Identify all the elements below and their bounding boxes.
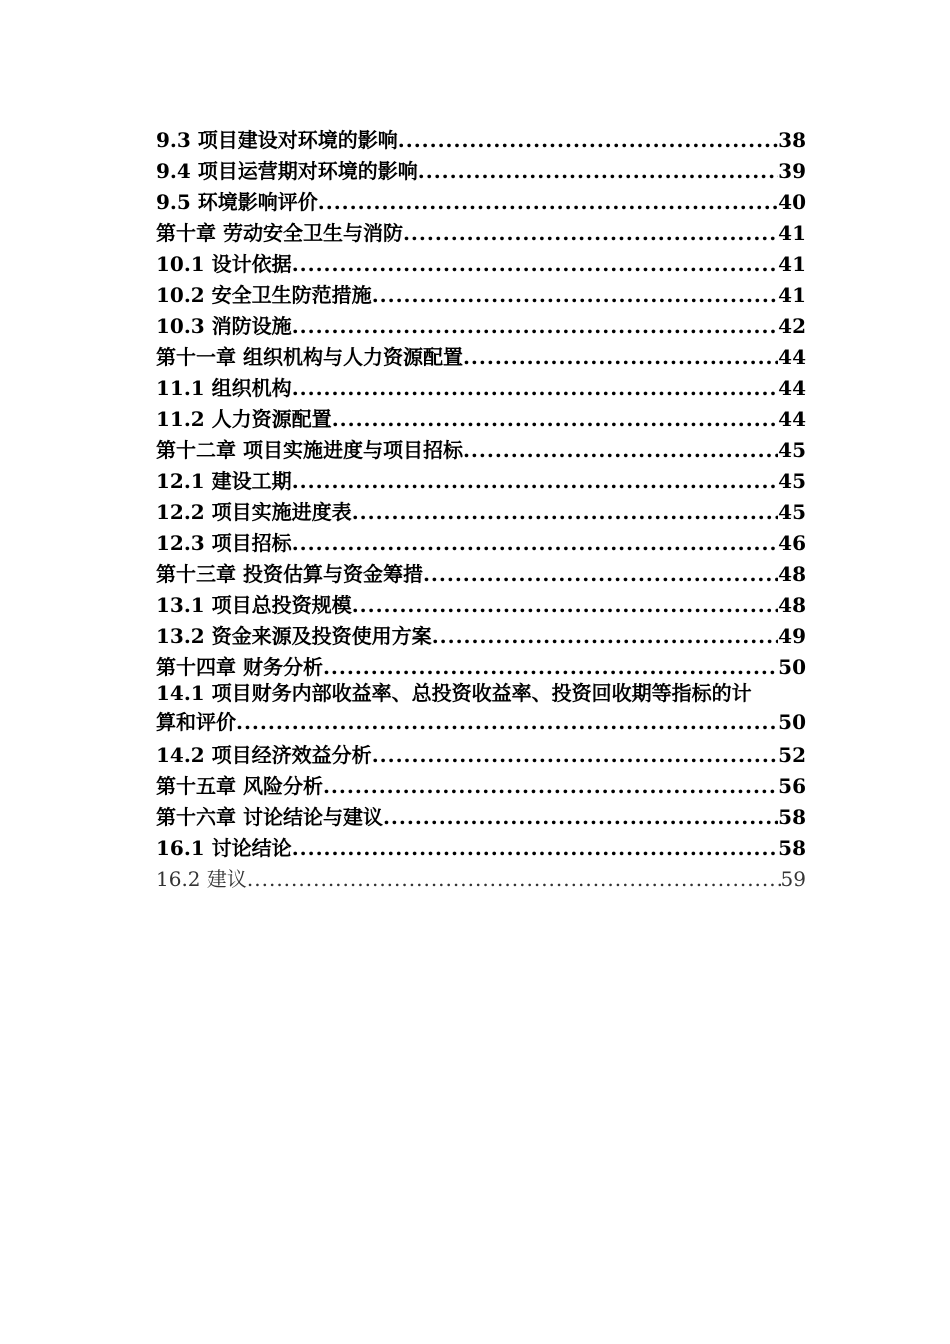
toc-entry-label: 10.2 安全卫生防范措施 — [156, 283, 372, 307]
toc-page-number: 52 — [778, 743, 806, 767]
toc-dot-leader — [432, 623, 778, 649]
toc-entry[interactable] — [156, 618, 806, 649]
toc-dot-leader — [292, 530, 778, 556]
toc-page-number: 45 — [778, 469, 806, 493]
toc-entry-label: 第十四章 财务分析 — [156, 655, 323, 679]
toc-page-number: 45 — [778, 438, 806, 462]
toc-dot-leader — [292, 375, 778, 401]
toc-page-number: 49 — [778, 624, 806, 648]
toc-page-number: 48 — [778, 593, 806, 617]
toc-dot-leader — [398, 127, 778, 153]
toc-page-number: 58 — [778, 836, 806, 860]
toc-dot-leader — [292, 468, 778, 494]
toc-page-number: 50 — [778, 655, 806, 679]
toc-entry-label-line1: 14.1 项目财务内部收益率、总投资收益率、投资回收期等指标的计 — [156, 681, 752, 705]
toc-dot-leader — [372, 282, 778, 308]
toc-dot-leader — [352, 499, 778, 525]
toc-entry-label: 第十一章 组织机构与人力资源配置 — [156, 345, 463, 369]
toc-entry-label: 12.3 项目招标 — [156, 531, 292, 555]
toc-entry[interactable] — [156, 587, 806, 618]
table-of-contents — [156, 122, 806, 892]
toc-dot-leader — [292, 835, 778, 861]
toc-page-number: 46 — [778, 531, 806, 555]
toc-page-number: 58 — [778, 805, 806, 829]
toc-dot-leader — [383, 804, 778, 830]
toc-entry-label: 11.2 人力资源配置 — [156, 407, 332, 431]
toc-entry-line2 — [156, 709, 806, 735]
toc-entry[interactable] — [156, 401, 806, 432]
toc-page-number: 39 — [778, 159, 806, 183]
toc-chapter-entry[interactable] — [156, 215, 806, 246]
toc-entry-label: 9.3 项目建设对环境的影响 — [156, 128, 398, 152]
toc-entry-label: 12.2 项目实施进度表 — [156, 500, 352, 524]
toc-entry[interactable] — [156, 184, 806, 215]
toc-dot-leader — [352, 592, 778, 618]
toc-page-number: 41 — [778, 252, 806, 276]
toc-chapter-entry[interactable] — [156, 556, 806, 587]
toc-chapter-entry[interactable] — [156, 768, 806, 799]
toc-entry-label: 9.4 项目运营期对环境的影响 — [156, 159, 418, 183]
toc-dot-leader — [332, 406, 778, 432]
toc-entry[interactable] — [156, 737, 806, 768]
toc-entry[interactable] — [156, 463, 806, 494]
toc-entry-label: 9.5 环境影响评价 — [156, 190, 318, 214]
toc-entry-label: 13.2 资金来源及投资使用方案 — [156, 624, 432, 648]
toc-entry-label: 12.1 建设工期 — [156, 469, 292, 493]
toc-entry-label: 14.2 项目经济效益分析 — [156, 743, 372, 767]
toc-entry[interactable] — [156, 122, 806, 153]
toc-entry[interactable] — [156, 680, 806, 737]
toc-entry[interactable] — [156, 830, 806, 861]
toc-dot-leader — [292, 313, 778, 339]
toc-entry-label: 第十六章 讨论结论与建议 — [156, 805, 383, 829]
toc-entry-label-line2: 算和评价 — [156, 710, 236, 734]
toc-entry-label: 16.2 建议 — [156, 867, 247, 891]
toc-page-number: 50 — [778, 710, 806, 734]
toc-page-number: 41 — [778, 221, 806, 245]
toc-chapter-entry[interactable] — [156, 649, 806, 680]
toc-dot-leader — [418, 158, 778, 184]
toc-entry-label: 11.1 组织机构 — [156, 376, 292, 400]
toc-page-number: 40 — [778, 190, 806, 214]
toc-dot-leader — [403, 220, 778, 246]
toc-page-number: 44 — [778, 345, 806, 369]
toc-dot-leader — [292, 251, 778, 277]
toc-dot-leader — [236, 709, 778, 735]
toc-page-number: 44 — [778, 407, 806, 431]
toc-entry-label: 第十五章 风险分析 — [156, 774, 323, 798]
toc-page-number: 59 — [780, 867, 806, 891]
toc-dot-leader — [463, 437, 778, 463]
toc-entry-label: 第十章 劳动安全卫生与消防 — [156, 221, 403, 245]
toc-entry-label: 10.3 消防设施 — [156, 314, 292, 338]
toc-dot-leader — [463, 344, 778, 370]
toc-dot-leader — [323, 654, 778, 680]
toc-chapter-entry[interactable] — [156, 339, 806, 370]
toc-entry[interactable] — [156, 494, 806, 525]
toc-page-number: 44 — [778, 376, 806, 400]
toc-entry[interactable] — [156, 153, 806, 184]
toc-page-number: 56 — [778, 774, 806, 798]
toc-chapter-entry[interactable] — [156, 432, 806, 463]
toc-chapter-entry[interactable] — [156, 799, 806, 830]
toc-dot-leader — [423, 561, 778, 587]
toc-entry-label: 10.1 设计依据 — [156, 252, 292, 276]
toc-entry-label: 第十二章 项目实施进度与项目招标 — [156, 438, 463, 462]
toc-page-number: 41 — [778, 283, 806, 307]
toc-entry[interactable] — [156, 308, 806, 339]
toc-entry[interactable] — [156, 277, 806, 308]
toc-entry[interactable] — [156, 370, 806, 401]
toc-page-number: 42 — [778, 314, 806, 338]
toc-entry-label: 第十三章 投资估算与资金筹措 — [156, 562, 423, 586]
toc-dot-leader — [323, 773, 778, 799]
toc-entry[interactable] — [156, 525, 806, 556]
toc-entry-label: 13.1 项目总投资规模 — [156, 593, 352, 617]
toc-dot-leader — [318, 189, 778, 215]
toc-dot-leader — [372, 742, 778, 768]
toc-entry-label: 16.1 讨论结论 — [156, 836, 292, 860]
toc-entry[interactable] — [156, 246, 806, 277]
toc-entry[interactable] — [156, 861, 806, 892]
toc-page-number: 38 — [778, 128, 806, 152]
toc-dot-leader — [247, 866, 781, 892]
toc-page-number: 48 — [778, 562, 806, 586]
toc-page-number: 45 — [778, 500, 806, 524]
